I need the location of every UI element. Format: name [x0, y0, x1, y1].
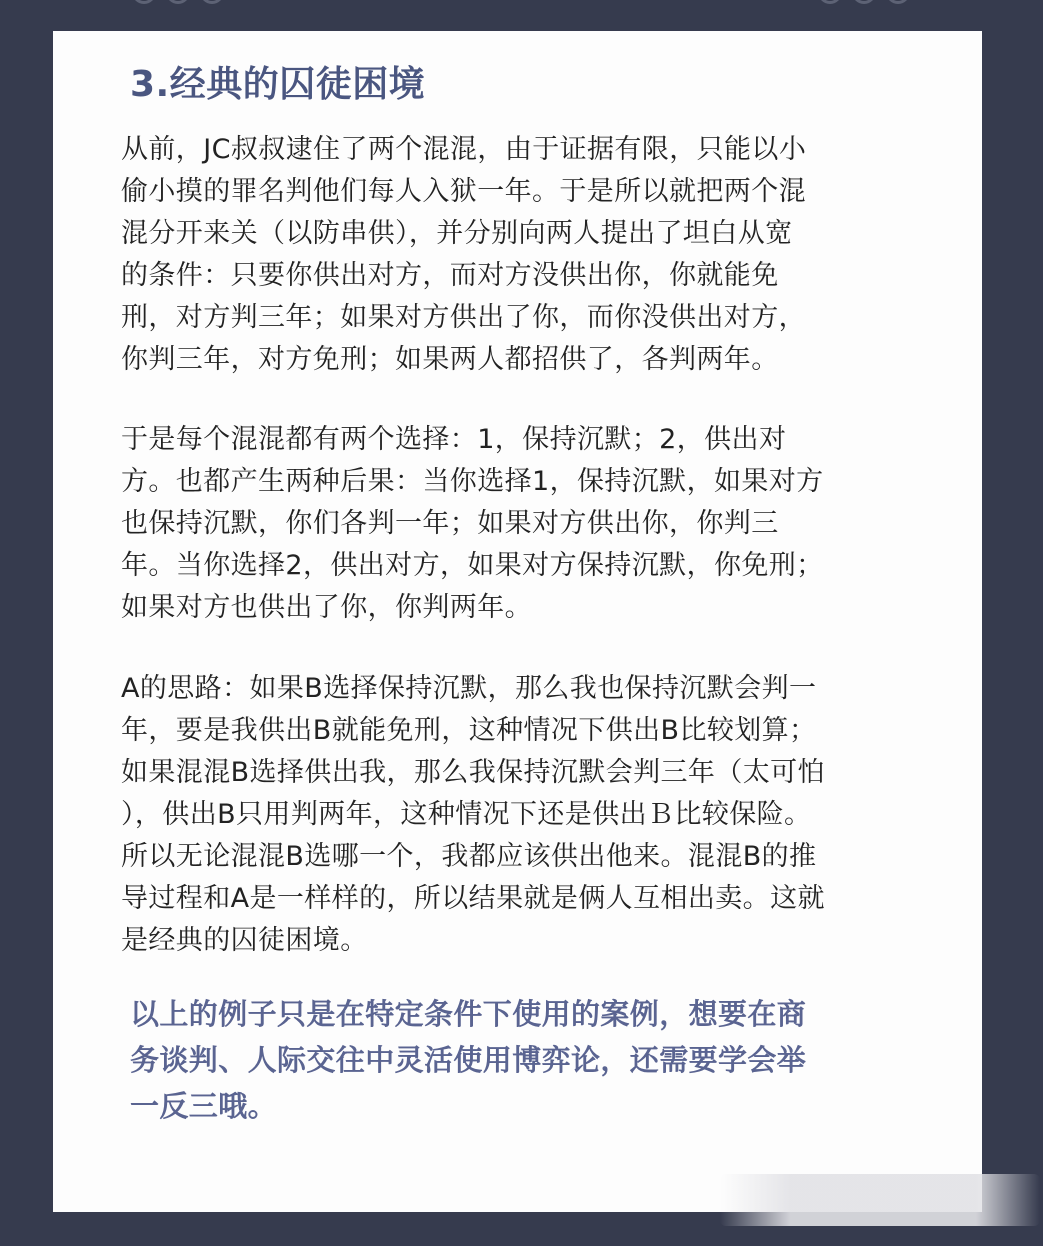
text-line: 于是每个混混都有两个选择：1，保持沉默；2，供出对: [121, 424, 787, 455]
text-line: 刑，对方判三年；如果对方供出了你，而你没供出对方，: [121, 302, 806, 333]
text-line: 年，要是我供出B就能免刑，这种情况下供出B比较划算；: [121, 715, 817, 746]
text-line: 导过程和A是一样样的，所以结果就是俩人互相出卖。这就: [121, 883, 825, 914]
text-line: 方。也都产生两种后果：当你选择1，保持沉默，如果对方: [121, 466, 824, 497]
text-line: 年。当你选择2，供出对方，如果对方保持沉默，你免刑；: [121, 550, 824, 581]
decoration-circle: [818, 0, 842, 4]
note-line: 以上的例子只是在特定条件下使用的案例，想要在商: [130, 997, 807, 1031]
text-line: 从前，JC叔叔逮住了两个混混，由于证据有限，只能以小: [121, 134, 807, 165]
section-heading: 3.经典的囚徒困境: [130, 64, 426, 105]
text-line: 所以无论混混B选哪一个，我都应该供出他来。混混B的推: [121, 841, 817, 872]
decoration-circle: [852, 0, 876, 4]
text-line: 偷小摸的罪名判他们每人入狱一年。于是所以就把两个混: [121, 176, 806, 207]
paragraph-reasoning: [121, 668, 951, 962]
decoration-circle: [166, 0, 190, 4]
text-line: 也保持沉默，你们各判一年；如果对方供出你，你判三: [121, 508, 779, 539]
text-line: 混分开来关（以防串供），并分别向两人提出了坦白从宽: [121, 218, 793, 249]
text-line: 是经典的囚徒困境。: [121, 925, 368, 956]
text-line: 你判三年，对方免刑；如果两人都招供了，各判两年。: [121, 344, 779, 375]
text-line: 如果混混B选择供出我，那么我保持沉默会判三年（太可怕: [121, 757, 825, 788]
article-card: [53, 31, 982, 1212]
text-line: 如果对方也供出了你，你判两年。: [121, 592, 532, 623]
decoration-circle: [132, 0, 156, 4]
note-line: 务谈判、人际交往中灵活使用博弈论，还需要学会举: [130, 1043, 807, 1077]
text-line: A的思路：如果B选择保持沉默，那么我也保持沉默会判一: [121, 673, 817, 704]
decoration-circle: [886, 0, 910, 4]
note-line: 一反三哦。: [130, 1089, 278, 1123]
watermark: [720, 1174, 1040, 1226]
text-line: ），供出B只用判两年，这种情况下还是供出Ｂ比较保险。: [121, 799, 812, 830]
paragraph-choices: [121, 419, 951, 629]
text-line: 的条件：只要你供出对方，而对方没供出你，你就能免: [121, 260, 779, 291]
highlight-note: [130, 991, 950, 1129]
decoration-circle: [200, 0, 224, 4]
paragraph-story: [121, 129, 951, 381]
